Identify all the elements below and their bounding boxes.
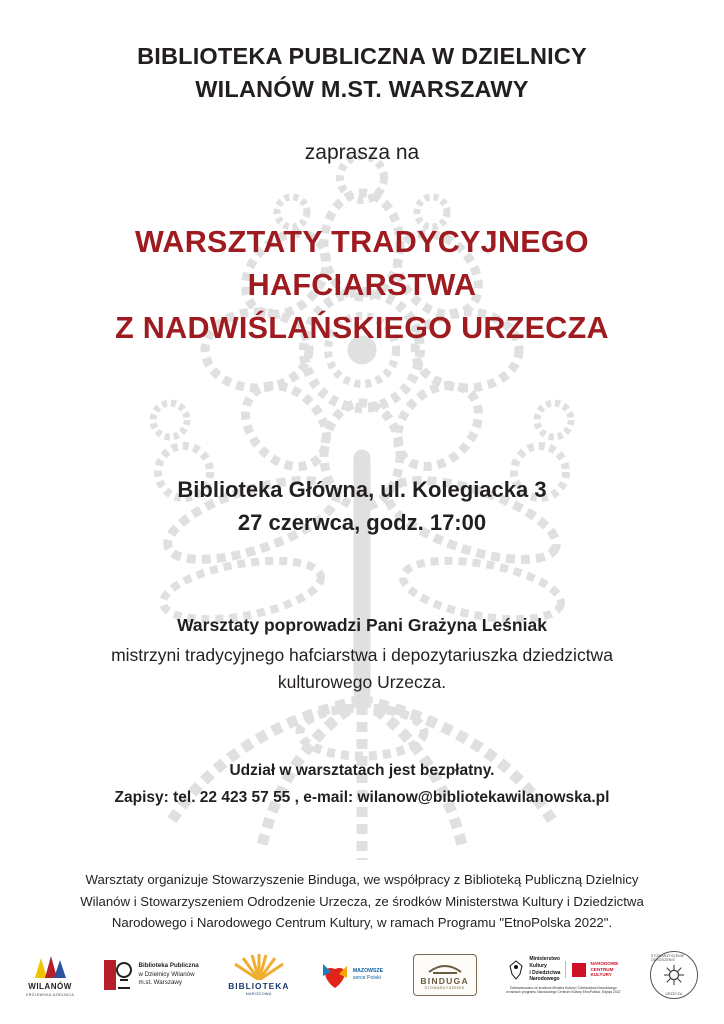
workshop-leader-heading: Warsztaty poprowadzi Pani Grażyna Leśniak	[177, 614, 547, 635]
funding-note-line-1: Warsztaty organizuje Stowarzyszenie Binduga, we współpracy z Biblioteką Publiczną Dzielnicy	[85, 872, 639, 888]
logo-nck	[565, 961, 618, 979]
logo-odrodzenie-bottom-text: URZECZA	[665, 992, 683, 996]
event-datetime: 27 czerwca, godz. 17:00	[237, 509, 487, 535]
wilanow-crown-icon	[33, 954, 67, 980]
logo-biblioteka-subtitle: NARODOWA	[245, 992, 272, 996]
logo-binduga	[413, 944, 477, 1006]
logo-bpw-line-1: Biblioteka Publiczna	[138, 961, 199, 969]
workshop-leader-description-line-1: mistrzyni tradycyjnego hafciarstwa i depozytariuszka dziedzictwa	[111, 644, 613, 665]
organizer-title	[137, 40, 587, 107]
funding-note-line-3: Narodowego i Narodowego Centrum Kultury, w ramach Programu "EtnoPolska 2022".	[111, 914, 613, 930]
event-title-line-3: Z NADWIŚLAŃSKIEGO URZECZA	[115, 311, 609, 346]
free-participation-note: Udział w warsztatach jest bezpłatny.	[229, 761, 495, 779]
polish-eagle-icon	[508, 960, 524, 980]
logo-biblioteka-name: BIBLIOTEKA	[228, 981, 290, 991]
logo-bpw-line-3: m.st. Warszawy	[138, 979, 182, 987]
organizer-title-line-1: BIBLIOTEKA PUBLICZNA W DZIELNICY	[137, 43, 587, 69]
odrodzenie-seal-icon	[650, 951, 698, 999]
event-title-line-2: HAFCIARSTWA	[247, 268, 477, 303]
binduga-badge-icon	[413, 954, 477, 996]
funding-note	[80, 869, 644, 933]
workshop-leader-description-line-2: kulturowego Urzecza.	[277, 671, 447, 692]
workshop-leader-description	[111, 642, 613, 696]
logo-wilanow	[26, 944, 74, 1006]
event-title	[115, 221, 609, 351]
logo-wilanow-name: WILANÓW	[28, 981, 72, 991]
invite-line: zaprasza na	[304, 140, 420, 164]
logo-odrodzenie-top-text: STOWARZYSZENIE ODRODZENIE	[650, 954, 685, 962]
mkidn-nck-marks	[508, 956, 618, 983]
logo-binduga-subtitle: STOWARZYSZENIE	[424, 986, 465, 990]
logo-bpw-line-2: w Dzielnicy Wilanów	[138, 970, 195, 978]
funding-note-line-2: Wilanów i Stowarzyszeniem Odrodzenie Urzecza, ze środków Ministerstwa Kultury i Dziedzictwa	[80, 893, 644, 909]
event-venue: Biblioteka Główna, ul. Kolegiacka 3	[177, 476, 547, 502]
logo-bpw-text	[139, 962, 199, 988]
event-venue-and-date	[177, 473, 546, 539]
logo-binduga-name: BINDUGA	[420, 976, 469, 986]
sunburst-icon	[230, 954, 288, 980]
nck-mark-icon	[572, 963, 586, 977]
logo-odrodzenie-urzecza	[650, 944, 698, 1006]
signup-info	[115, 758, 610, 811]
library-emblem-icon	[104, 958, 134, 992]
logo-mazowsze-text	[353, 968, 383, 982]
logo-mazowsze-line-2: serce Polski	[352, 975, 381, 981]
sponsor-logo-row	[0, 934, 724, 1016]
mkidn-funding-caption: Dofinansowano ze środków Ministra Kultury i Dziedzictwa Narodowego w ramach programu Narodowego Centrum Kultury EtnoPolska, Edycja 2022	[506, 986, 621, 994]
organizer-title-line-2: WILANÓW M.ST. WARSZAWY	[195, 76, 529, 103]
event-title-line-1: WARSZTATY TRADYCYJNEGO	[135, 224, 589, 259]
logo-mkidn-nck	[506, 944, 620, 1006]
signup-contact[interactable]: Zapisy: tel. 22 423 57 55 , e-mail: wilanow@bibliotekawilanowska.pl	[114, 788, 610, 806]
logo-wilanow-subtitle: KRÓLEWSKA DZIELNICA	[26, 992, 75, 997]
logo-mazowsze-line-1: MAZOWSZE	[352, 968, 384, 975]
logo-mazowsze	[319, 944, 383, 1006]
logo-biblioteka-publiczna-wilanow	[104, 944, 199, 1006]
logo-biblioteka-narodowa	[228, 944, 289, 1006]
logo-mkidn-text: Ministerstwo Kultury i Dziedzictwa Narodowego	[529, 956, 561, 983]
logo-nck-text: NARODOWE CENTRUM KULTURY	[590, 960, 619, 978]
mazowsze-heart-icon	[319, 960, 349, 990]
